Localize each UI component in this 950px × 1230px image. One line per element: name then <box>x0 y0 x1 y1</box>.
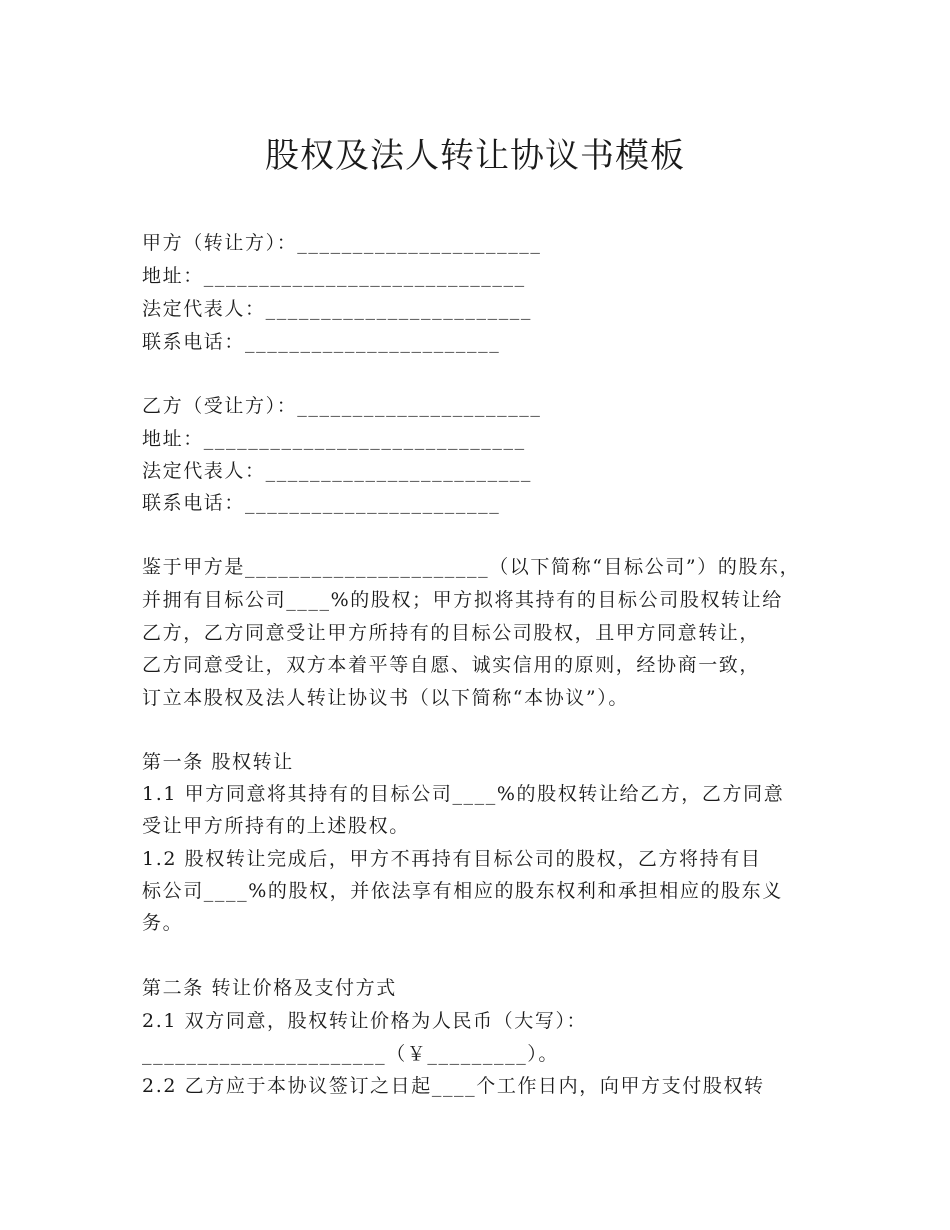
article-2-line: 2.2 乙方应于本协议签订之日起____个工作日内，向甲方支付股权转 <box>142 1075 765 1097</box>
article-1-line: 务。 <box>142 912 184 934</box>
party-b-phone-line: 联系电话：_______________________ <box>142 492 501 514</box>
party-a-phone-line: 联系电话：_______________________ <box>142 331 501 353</box>
party-b-name-line: 乙方（受让方）：______________________ <box>142 395 542 417</box>
preamble-line: 乙方同意受让，双方本着平等自愿、诚实信用的原则，经协商一致， <box>142 654 761 676</box>
party-a-name-line: 甲方（转让方）：______________________ <box>142 232 542 254</box>
article-1-line: 标公司____%的股权，并依法享有相应的股东权利和承担相应的股东义 <box>142 880 783 902</box>
article-2-line: 2.1 双方同意，股权转让价格为人民币（大写）： <box>142 1010 588 1032</box>
preamble-line: 并拥有目标公司____%的股权；甲方拟将其持有的目标公司股权转让给 <box>142 589 783 611</box>
preamble-line: 乙方，乙方同意受让甲方所持有的目标公司股权，且甲方同意转让， <box>142 622 761 644</box>
article-1-line: 1.1 甲方同意将其持有的目标公司____%的股权转让给乙方，乙方同意 <box>142 783 785 805</box>
article-2-heading: 第二条 转让价格及支付方式 <box>142 977 397 999</box>
party-a-address-line: 地址：_____________________________ <box>142 265 526 287</box>
document-title: 股权及法人转让协议书模板 <box>265 136 685 176</box>
article-1-heading: 第一条 股权转让 <box>142 751 294 773</box>
party-a-representative-line: 法定代表人：________________________ <box>142 298 533 320</box>
party-b-address-line: 地址：_____________________________ <box>142 428 526 450</box>
preamble-line: 鉴于甲方是______________________（以下简称“目标公司”）的股东， <box>142 556 801 578</box>
article-1-line: 受让甲方所持有的上述股权。 <box>142 815 410 837</box>
party-b-representative-line: 法定代表人：________________________ <box>142 460 533 482</box>
preamble-line: 订立本股权及法人转让协议书（以下简称“本协议”）。 <box>142 687 629 709</box>
article-1-line: 1.2 股权转让完成后，甲方不再持有目标公司的股权，乙方将持有目 <box>142 848 762 870</box>
article-2-line: ______________________（￥_________）。 <box>142 1043 559 1065</box>
